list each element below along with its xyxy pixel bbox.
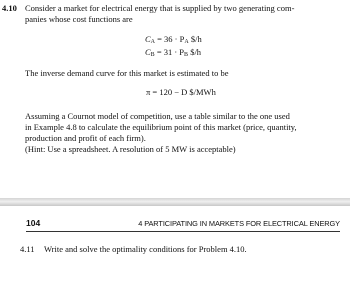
cost-function-a: $C_A = 36 \cdot P_A$ $/h xyxy=(145,34,202,45)
problem-body-line2: in Example 4.8 to calculate the equilibrium point of this market (price, quantity, xyxy=(25,122,297,132)
problem-body-line3: production and profit of each firm). xyxy=(25,133,146,143)
problem-number: 4.10 xyxy=(2,3,17,13)
cost-function-b: $C_B = 31 \cdot P_B$ $/h xyxy=(145,47,202,58)
page-break xyxy=(0,198,350,206)
demand-equation: π = 120 − D $/MWh xyxy=(146,87,216,97)
header-rule xyxy=(26,231,340,232)
demand-intro: The inverse demand curve for this market is estimated to be xyxy=(25,68,229,78)
problem-intro-line1: Consider a market for electrical energy that is supplied by two generating com- xyxy=(25,3,295,13)
running-header: 4 PARTICIPATING IN MARKETS FOR ELECTRICAL ENERGY xyxy=(138,219,340,228)
problem-number-next: 4.11 xyxy=(20,244,35,254)
problem-body-line1: Assuming a Cournot model of competition, use a table similar to the one used xyxy=(25,111,290,121)
problem-hint: (Hint: Use a spreadsheet. A resolution of 5 MW is acceptable) xyxy=(25,144,236,154)
problem-intro-line2: panies whose cost functions are xyxy=(25,14,133,24)
problem-text-next: Write and solve the optimality conditions for Problem 4.10. xyxy=(44,244,247,254)
page-bottom xyxy=(0,206,350,285)
page-number: 104 xyxy=(26,218,41,228)
